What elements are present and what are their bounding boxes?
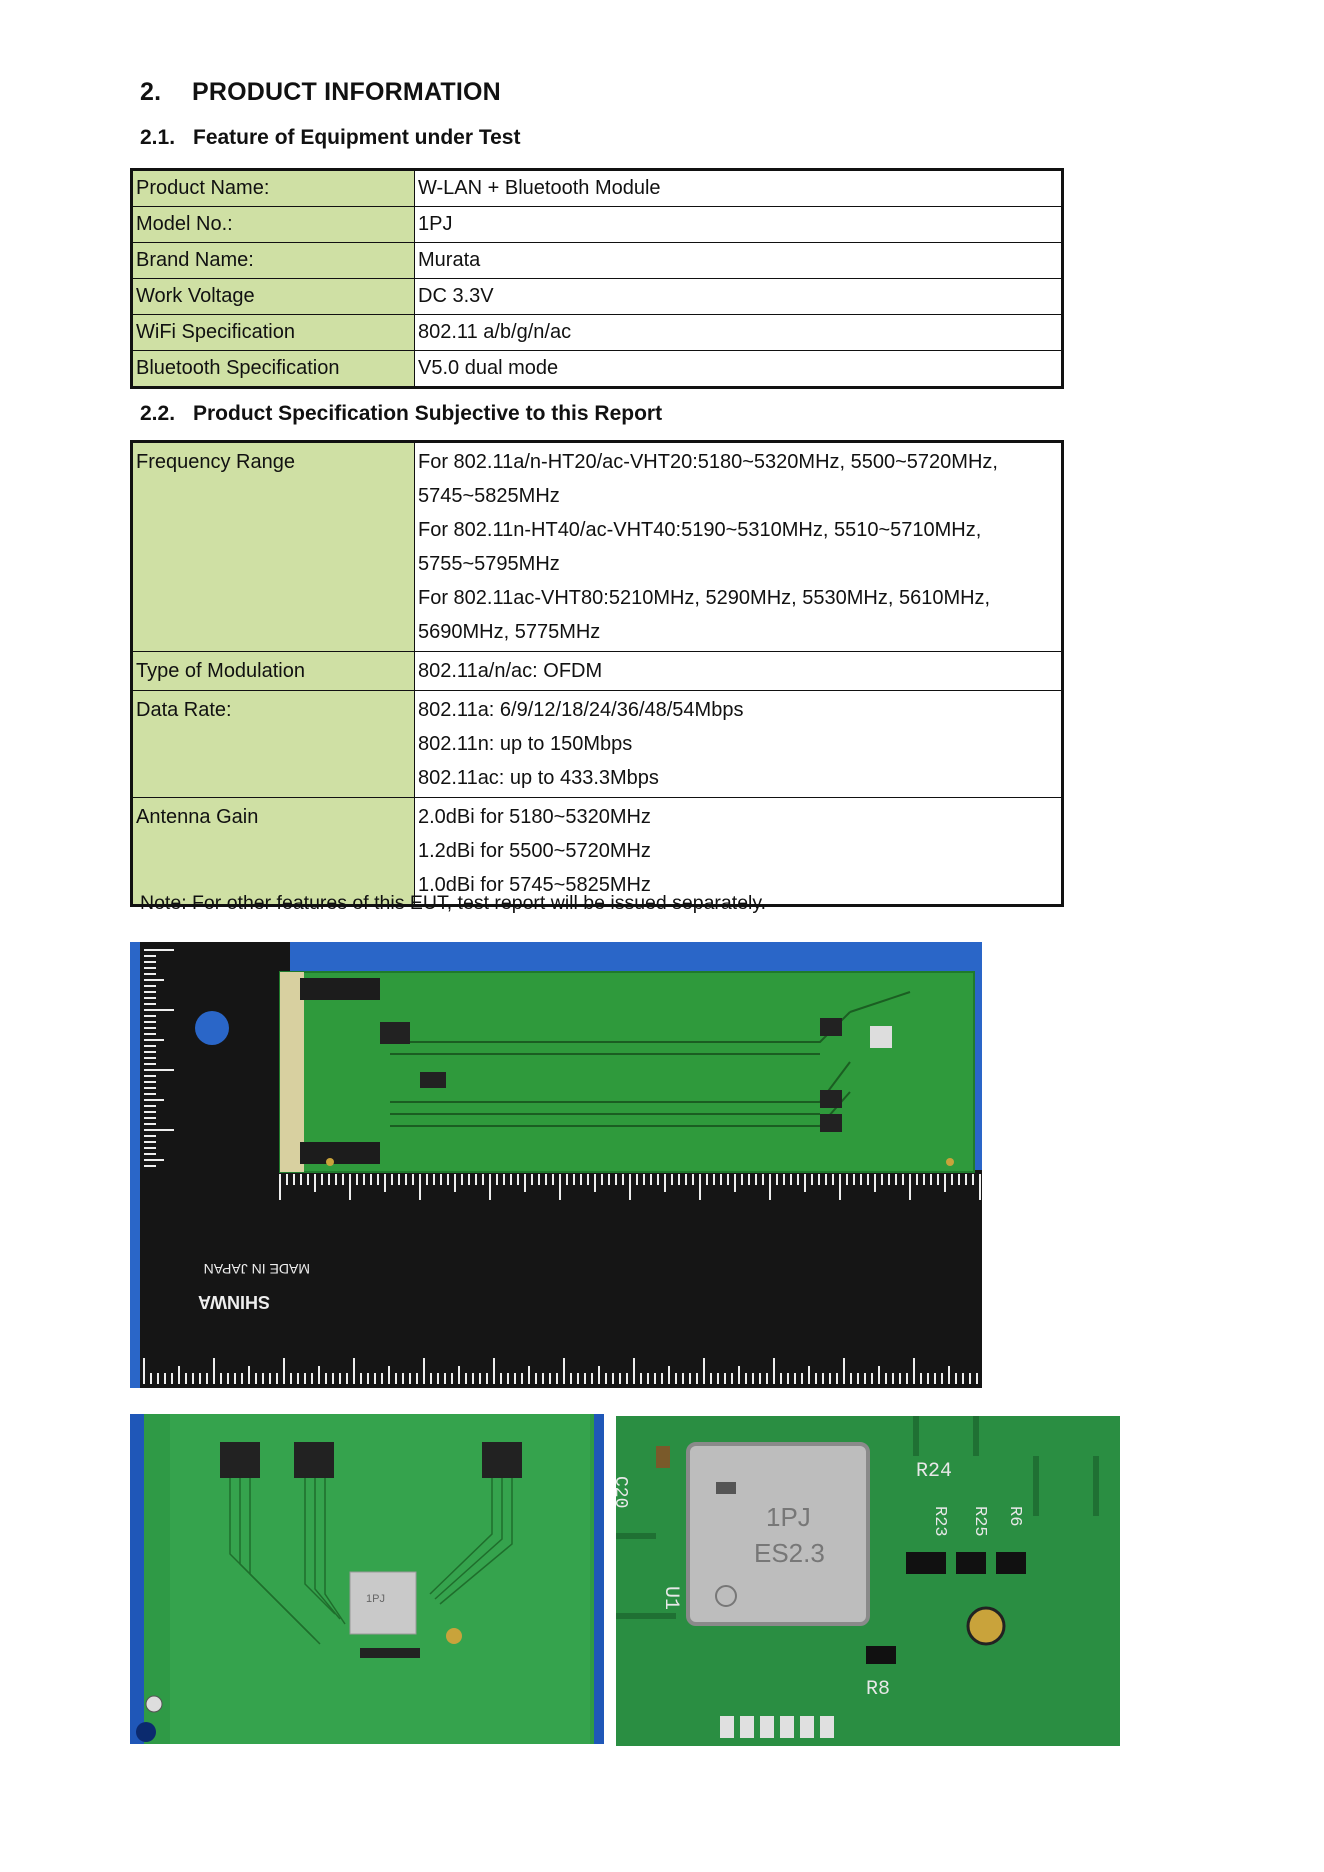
ref-c20: C20 xyxy=(610,1476,630,1509)
spec-label xyxy=(132,798,415,906)
feature-value: V5.0 dual mode xyxy=(415,351,1063,388)
subsection-title: Product Specification Subjective to this Report xyxy=(193,402,663,425)
subsection-number: 2.1. xyxy=(140,126,176,149)
feature-table xyxy=(130,168,1064,389)
feature-value: 1PJ xyxy=(415,207,1063,243)
feature-label: Brand Name: xyxy=(132,243,415,279)
feature-value: 802.11 a/b/g/n/ac xyxy=(415,315,1063,351)
spec-value xyxy=(415,442,1063,652)
section-heading xyxy=(140,78,501,107)
ref-r23: R23 xyxy=(930,1506,949,1537)
spec-label-text: Data Rate: xyxy=(136,699,232,721)
spec-value-line: 802.11ac: up to 433.3Mbps xyxy=(418,767,659,789)
spec-value-line: 2.0dBi for 5180~5320MHz xyxy=(418,806,651,828)
spec-value xyxy=(415,652,1063,691)
note-text: Note: For other features of this EUT, test report will be issued separately. xyxy=(140,892,767,914)
feature-row xyxy=(132,243,1063,279)
spec-value-line: 802.11a: 6/9/12/18/24/36/48/54Mbps xyxy=(418,699,744,721)
feature-label: WiFi Specification xyxy=(132,315,415,351)
subsection-number: 2.2. xyxy=(140,402,176,425)
ref-r8: R8 xyxy=(866,1678,891,1701)
spec-value-line: 5755~5795MHz xyxy=(418,553,560,575)
ref-r25: R25 xyxy=(970,1506,989,1537)
spec-row xyxy=(132,442,1063,652)
feature-label: Product Name: xyxy=(132,170,415,207)
feature-label: Bluetooth Specification xyxy=(132,351,415,388)
ref-u1: U1 xyxy=(659,1586,682,1611)
spec-label xyxy=(132,691,415,798)
ref-r6: R6 xyxy=(1005,1506,1024,1527)
section-title: PRODUCT INFORMATION xyxy=(192,78,501,106)
spec-label xyxy=(132,442,415,652)
spec-value-line: 1.0dBi for 5745~5825MHz xyxy=(418,874,651,896)
spec-value-line: 5745~5825MHz xyxy=(418,485,560,507)
feature-value: DC 3.3V xyxy=(415,279,1063,315)
feature-label: Model No.: xyxy=(132,207,415,243)
subsection-heading-feature xyxy=(140,126,520,150)
spec-value-line: For 802.11a/n-HT20/ac-VHT20:5180~5320MHz, 5500~5720MHz, xyxy=(418,451,998,473)
chip-text-small: 1PJ xyxy=(366,1593,385,1605)
spec-value-line: 802.11n: up to 150Mbps xyxy=(418,733,633,755)
ruler-made-text: MADE IN JAPAN xyxy=(203,1261,310,1277)
spec-label-text: Antenna Gain xyxy=(136,806,259,828)
spec-table xyxy=(130,440,1064,907)
spec-row xyxy=(132,691,1063,798)
spec-value xyxy=(415,798,1063,906)
spec-label-text: Type of Modulation xyxy=(136,660,305,682)
subsection-title: Feature of Equipment under Test xyxy=(193,126,521,149)
section-number: 2. xyxy=(140,78,162,106)
spec-row xyxy=(132,652,1063,691)
spec-value-line: For 802.11n-HT40/ac-VHT40:5190~5310MHz, 5510~5710MHz, xyxy=(418,519,982,541)
feature-value: Murata xyxy=(415,243,1063,279)
feature-row xyxy=(132,351,1063,388)
spec-value-line: 1.2dBi for 5500~5720MHz xyxy=(418,840,651,862)
spec-label xyxy=(132,652,415,691)
spec-value-line: 802.11a/n/ac: OFDM xyxy=(418,660,603,682)
ref-r24: R24 xyxy=(916,1460,953,1483)
subsection-heading-spec xyxy=(140,402,662,426)
chip-marking-line1: 1PJ xyxy=(766,1502,811,1532)
feature-row xyxy=(132,170,1063,207)
spec-label-text: Frequency Range xyxy=(136,451,295,473)
feature-label: Work Voltage xyxy=(132,279,415,315)
photo-board-on-ruler xyxy=(130,942,982,1388)
feature-row xyxy=(132,207,1063,243)
spec-value-line: 5690MHz, 5775MHz xyxy=(418,621,601,643)
feature-row xyxy=(132,315,1063,351)
chip-marking-line2: ES2.3 xyxy=(754,1538,825,1568)
feature-row xyxy=(132,279,1063,315)
photo-chip-macro xyxy=(610,1416,1120,1746)
photo-board-closeup xyxy=(130,1414,604,1744)
ruler-brand-text: SHINWA xyxy=(198,1292,270,1312)
feature-value: W-LAN + Bluetooth Module xyxy=(415,170,1063,207)
spec-row xyxy=(132,798,1063,906)
spec-value-line: For 802.11ac-VHT80:5210MHz, 5290MHz, 5530MHz, 5610MHz, xyxy=(418,587,991,609)
spec-value xyxy=(415,691,1063,798)
